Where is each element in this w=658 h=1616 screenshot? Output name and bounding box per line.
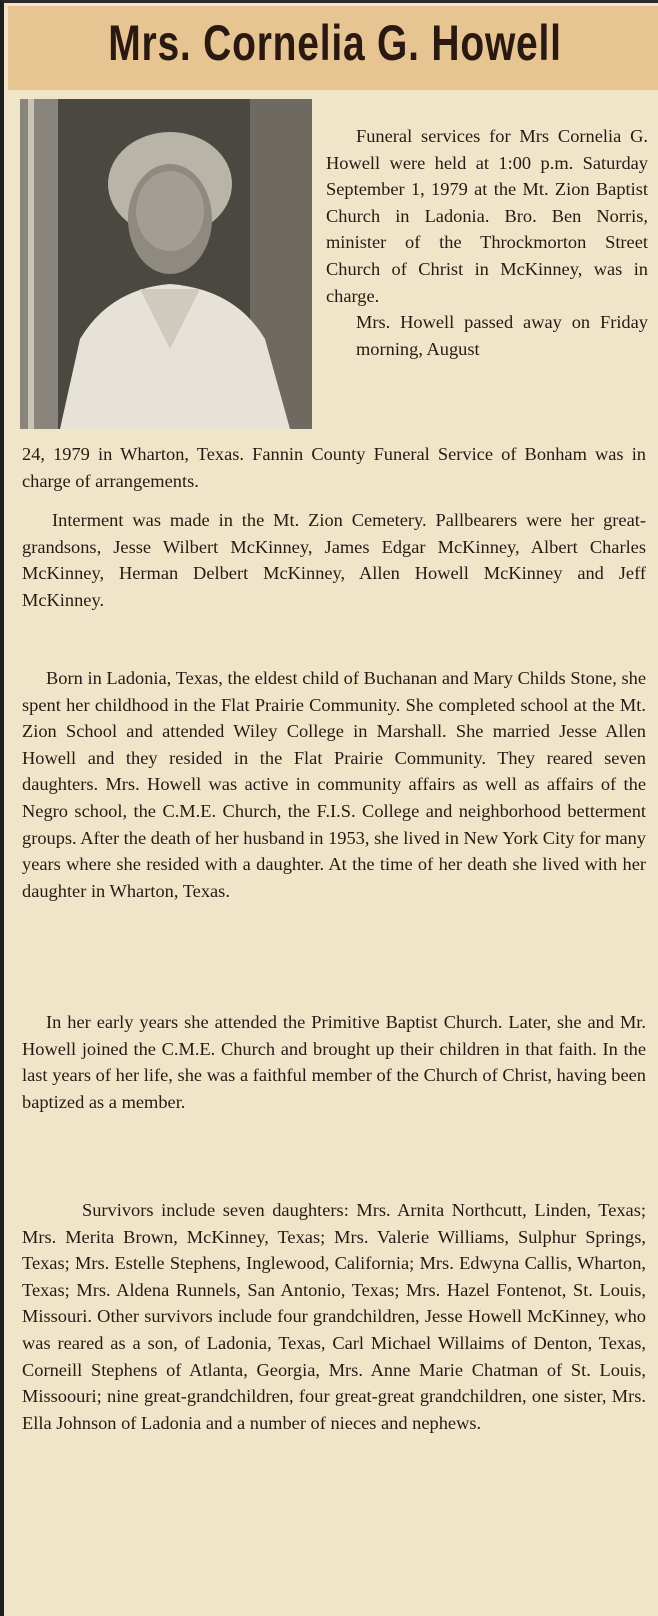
services-text: Funeral services for Mrs Cornelia G. Howell were held at 1:00 p.m. Saturday September 1, 1979 at the Mt. Zion Baptist Church in Ladonia. Bro. Ben Norris, minister of the Throckmorton Street Church of Christ in McKinney, was in charge. [326, 126, 648, 306]
paragraph-faith: In her early years she attended the Primitive Baptist Church. Later, she and Mr. Howell joined the C.M.E. Church and brought up their children in that faith. In the last years of her life, she was a faithful member of the Church of Christ, having been baptized as a member. [22, 1012, 646, 1112]
passed-away-text: Mrs. Howell passed away on Friday morning, August [356, 312, 648, 359]
paragraph-services [326, 123, 648, 362]
obituary-headline: Mrs. Cornelia G. Howell [108, 15, 562, 71]
portrait-photo [20, 99, 312, 429]
paragraph-survivors: Survivors include seven daughters: Mrs. Arnita Northcutt, Linden, Texas; Mrs. Merita Brown, McKinney, Texas; Mrs. Valerie Williams, Sulphur Springs, Texas; Mrs. Estelle Stephens, Inglewood, California; Mrs. Edwyna Callis, Wharton, Texas; Mrs. Aldena Runnels, San Antonio, Texas; Mrs. Hazel Fontenot, St. Louis, Missouri. Other survivors include four grandchildren, Jesse Howell McKinney, who was reared as a son, of Ladonia, Texas, Carl Michael Willaims of Denton, Texas, Corneill Stephens of Atlanta, Georgia, Mrs. Anne Marie Chatman of St. Louis, Missoouri; nine great-grandchildren, four great-great grandchildren, one sister, Mrs. Ella Johnson of Ladonia and a number of nieces and nephews. [22, 1200, 646, 1433]
portrait-photo-icon [20, 99, 312, 429]
paragraph-biography: Born in Ladonia, Texas, the eldest child of Buchanan and Mary Childs Stone, she spent her childhood in the Flat Prairie Community. She completed school at the Mt. Zion School and attended Wiley College in Marshall. She married Jesse Allen Howell and they resided in the Flat Prairie Community. They reared seven daughters. Mrs. Howell was active in community affairs as well as affairs of the Negro school, the C.M.E. Church, the F.I.S. College and neighborhood betterment groups. After the death of her husband in 1953, she lived in New York City for many years where she resided with a daughter. At the time of her death she lived with her daughter in Wharton, Texas. [22, 668, 646, 901]
headline-band [8, 6, 658, 90]
paragraph-interment: Interment was made in the Mt. Zion Cemetery. Pallbearers were her great-grandsons, Jesse Wilbert McKinney, James Edgar McKinney, Albert Charles McKinney, Herman Delbert McKinney, Allen Howell McKinney and Jeff McKinney. [22, 510, 646, 610]
paragraph-services-continued: 24, 1979 in Wharton, Texas. Fannin County Funeral Service of Bonham was in charge of arrangements. [22, 444, 646, 491]
